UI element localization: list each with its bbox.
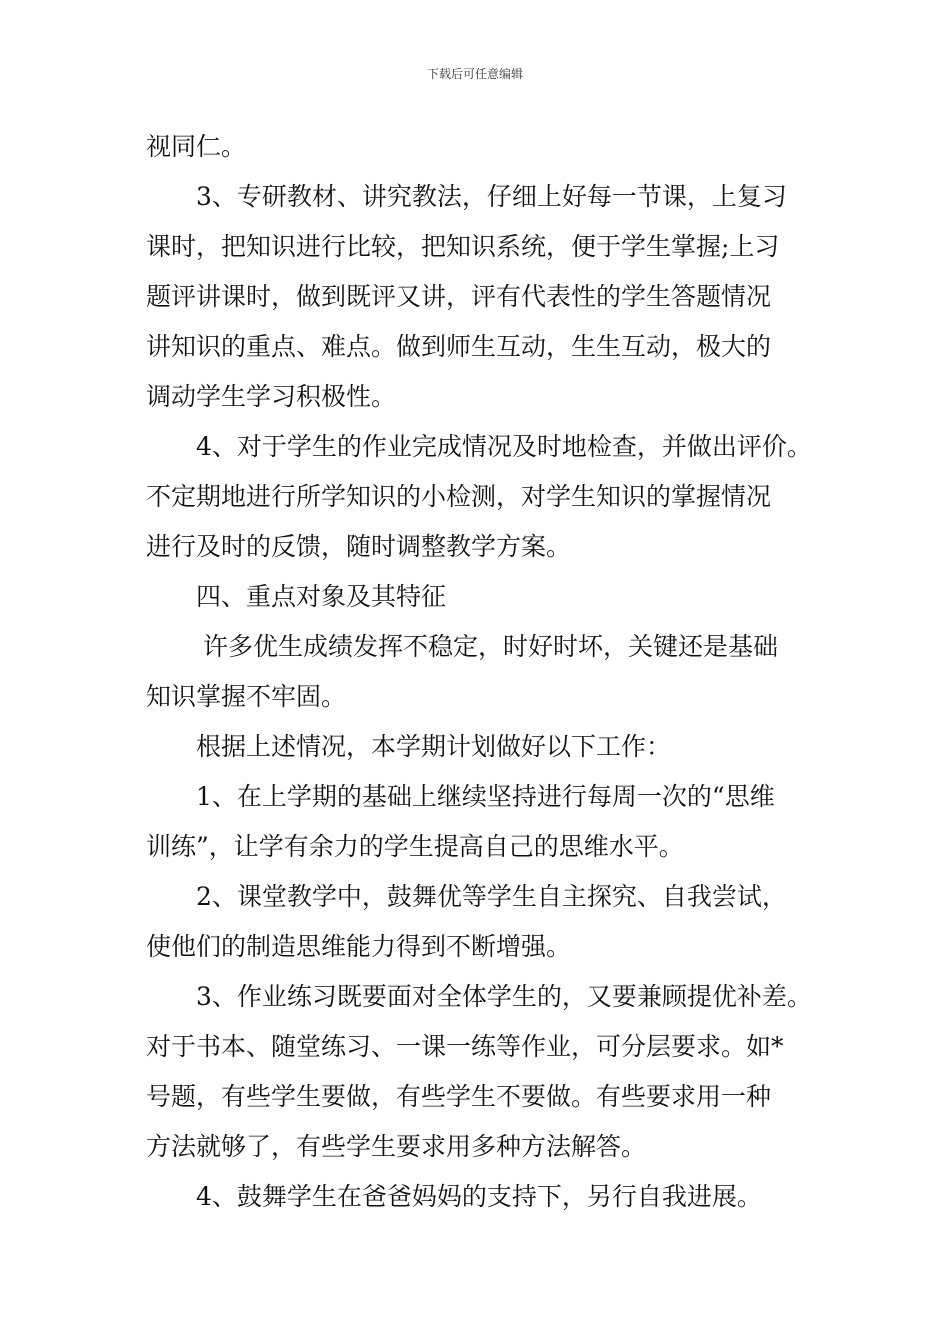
section-heading: 四、重点对象及其特征 — [196, 582, 447, 611]
text-line: 4、对于学生的作业完成情况及时地检查，并做出评价。 — [196, 432, 812, 461]
text-line: 讲知识的重点、难点。做到师生互动，生生互动，极大的 — [146, 332, 772, 361]
text-line: 3、专研教材、讲究教法，仔细上好每一节课，上复习 — [196, 182, 787, 211]
text-line: 训练”，让学有余力的学生提高自己的思维水平。 — [146, 832, 684, 861]
page-header: 下载后可任意编辑 — [426, 67, 523, 81]
text-line: 使他们的制造思维能力得到不断增强。 — [146, 932, 572, 961]
text-line: 方法就够了，有些学生要求用多种方法解答。 — [146, 1132, 647, 1161]
text-line: 视同仁。 — [146, 132, 247, 161]
text-line: 根据上述情况，本学期计划做好以下工作： — [196, 732, 672, 761]
text-line: 对于书本、随堂练习、一课一练等作业，可分层要求。如* — [146, 1032, 784, 1061]
text-line: 调动学生学习积极性。 — [146, 382, 397, 411]
text-line: 许多优生成绩发挥不稳定，时好时坏，关键还是基础 — [203, 632, 779, 661]
text-line: 号题，有些学生要做，有些学生不要做。有些要求用一种 — [146, 1082, 772, 1111]
text-line: 4、鼓舞学生在爸爸妈妈的支持下，另行自我进展。 — [196, 1182, 762, 1211]
text-line: 知识掌握不牢固。 — [146, 682, 347, 711]
text-line: 进行及时的反馈，随时调整教学方案。 — [146, 532, 572, 561]
text-line: 1、在上学期的基础上继续坚持进行每周一次的“思维 — [196, 782, 775, 811]
text-line: 2、课堂教学中，鼓舞优等学生自主探究、自我尝试， — [196, 882, 787, 911]
text-line: 题评讲课时，做到既评又讲，评有代表性的学生答题情况 — [146, 282, 772, 311]
text-line: 不定期地进行所学知识的小检测，对学生知识的掌握情况 — [146, 482, 772, 511]
text-line: 课时，把知识进行比较，把知识系统，便于学生掌握;上习 — [146, 232, 780, 261]
text-line: 3、作业练习既要面对全体学生的，又要兼顾提优补差。 — [196, 982, 812, 1011]
